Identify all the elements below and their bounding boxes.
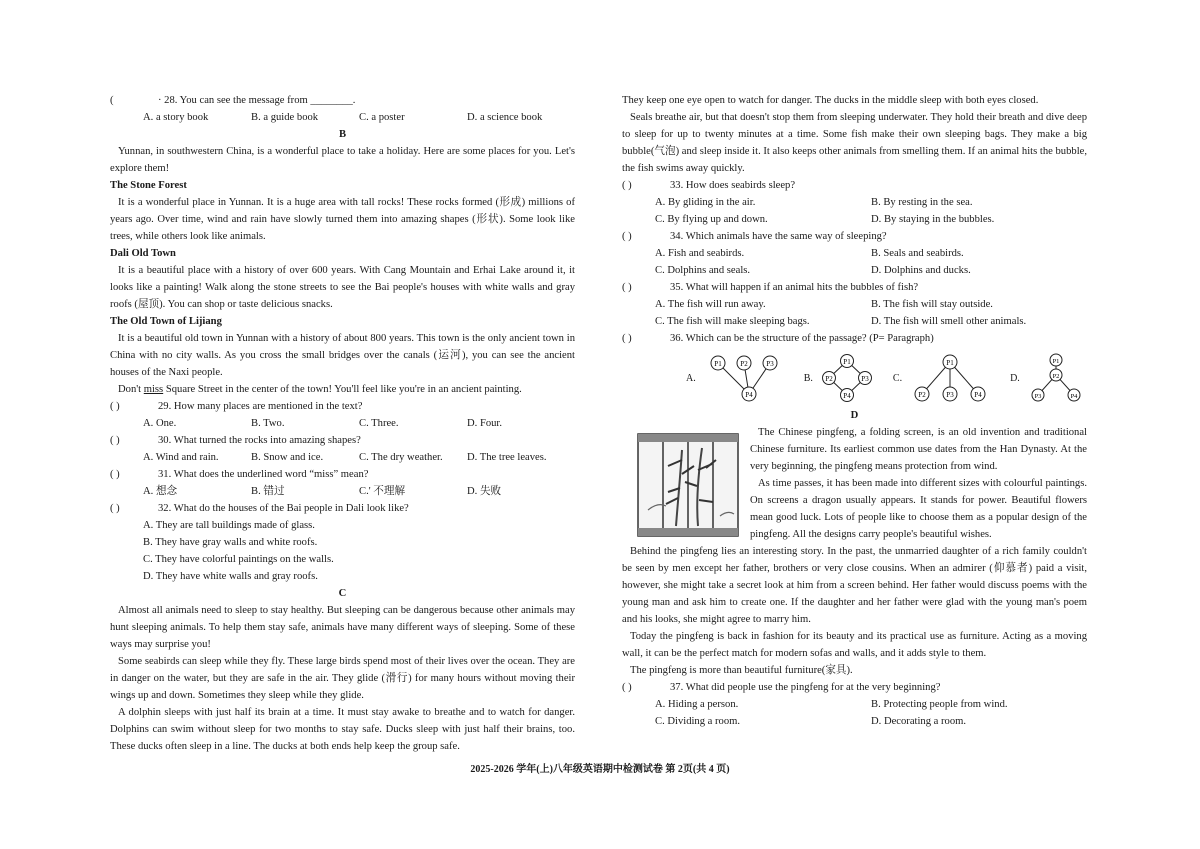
node-label: P2 (740, 360, 748, 368)
question-30 (110, 432, 575, 449)
option-d: D. Dolphins and ducks. (871, 265, 971, 276)
option-a: A. One. (143, 418, 177, 429)
node (822, 372, 835, 385)
node-label: P1 (946, 359, 954, 367)
passage-b-intro: Yunnan, in southwestern China, is a wonderful place to take a holiday. Here are some places for you. Let's explore them! (110, 146, 575, 174)
page-footer: 2025-2026 学年(上)八年级英语期中检测试卷 第 2页(共 4 页) (470, 764, 730, 775)
diagram-label: D. (1010, 372, 1020, 384)
option-d: D. Four. (467, 418, 503, 429)
options-29 (110, 415, 575, 432)
passage-c-p2: Some seabirds can sleep while they fly. These large birds spend most of their lives over the ocean. They are in danger on the water, but they are safe in the air. They glide (滑行) for many hours without moving their wings up and down. Sometimes they sleep while they glide. (110, 656, 575, 701)
question-stem: 31. What does the underlined word “miss” mean? (158, 469, 369, 480)
structure-diagrams (622, 353, 1087, 403)
option-a: A. 想念 (143, 486, 178, 497)
options-35 (622, 296, 1087, 330)
text-run: Don't (118, 384, 144, 395)
question-stem: 36. Which can be the structure of the passage? (P= Paragraph) (670, 333, 934, 344)
option-c: C. Three. (359, 418, 399, 429)
option-b: B. a guide book (251, 112, 319, 123)
node (840, 389, 853, 402)
question-stem: 37. What did people use the pingfeng for at the very beginning? (670, 682, 941, 693)
passage-d-p1: The Chinese pingfeng, a folding screen, is an old invention and traditional Chinese furniture. Its earliest common use dates from the Han Dynasty. At the very beginning, the pingfeng means protection from wind. (750, 427, 1087, 472)
option-b: B. Snow and ice. (251, 452, 324, 463)
question-33 (622, 177, 1087, 194)
options-31 (110, 483, 575, 500)
underlined-word: miss (143, 384, 164, 395)
option-d: D. a science book (467, 112, 543, 123)
passage-b-p3: It is a beautiful old town in Yunnan with a history of about 800 years. This town is the only ancient town in China with no city walls. As you cross the small bridges over the canals (运河), you can see the ancient houses of the Naxi people. (110, 333, 575, 378)
option-b: B. Seals and seabirds. (871, 248, 964, 259)
passage-c-p3: A dolphin sleeps with just half its brain at a time. It must stay awake to breathe and to watch for danger. Dolphins can swim without sleep for two months to stay safe. Ducks sleep with just half their brains, too. These ducks often sleep in a line. The ducks at both ends help keep the group safe. (110, 707, 575, 752)
node-label: P2 (1052, 373, 1060, 380)
node-label: P3 (861, 375, 869, 383)
passage-d-p4: Today the pingfeng is back in fashion for its beauty and its practical use as furniture. Acting as a moving wall, it can be the perfect match for modern sofas and walls, and it adds style to them. (622, 631, 1087, 659)
option-c: C. a poster (359, 112, 405, 123)
diagram-c-graphic (908, 354, 992, 402)
node (1050, 369, 1062, 381)
node-label: P3 (946, 391, 954, 399)
option-d: D. 失败 (467, 486, 502, 497)
question-stem: 34. Which animals have the same way of sleeping? (670, 231, 887, 242)
question-stem: 29. How many places are mentioned in the text? (158, 401, 363, 412)
passage-d-p5: The pingfeng is more than beautiful furniture(家具). (630, 665, 853, 676)
question-37 (622, 679, 1087, 696)
answer-bracket[interactable]: ( ) (622, 333, 632, 344)
heading-stone-forest: The Stone Forest (110, 180, 187, 191)
option-c: C. By flying up and down. (655, 214, 768, 225)
option-c: C.' 不理解 (359, 486, 406, 497)
option-b: B. 错过 (251, 486, 285, 497)
option-a: A. Fish and seabirds. (655, 248, 745, 259)
answer-bracket[interactable]: ( ) (110, 401, 120, 412)
option-d: D. The fish will smell other animals. (871, 316, 1027, 327)
answer-bracket[interactable]: ( (110, 95, 114, 106)
node (1050, 354, 1062, 366)
option-a: A. They are tall buildings made of glass. (143, 520, 315, 531)
options-33 (622, 194, 1087, 228)
diagram-option-b (804, 354, 875, 402)
option-a: A. The fish will run away. (655, 299, 766, 310)
options-37 (622, 696, 1087, 730)
option-b: B. They have gray walls and white roofs. (143, 537, 318, 548)
passage-c-continued-2: Seals breathe air, but that doesn't stop them from sleeping underwater. They hold their breath and dive deep to sleep for up to twenty minutes at a time. Some fish make their own sleeping bags. They make a big bubble(气泡) and sleep inside it. It also keeps other animals from smelling them. If an animal hits the bubble, the fish swims away quickly. (622, 112, 1087, 174)
option-a: A. By gliding in the air. (655, 197, 756, 208)
passage-b-p1: It is a wonderful place in Yunnan. It is a huge area with tall rocks! These rocks formed (形成) millions of years ago. Over time, wind and rain have slowly turned them into amazing shapes (形状). Some look like trees, while others look like animals. (110, 197, 575, 242)
option-d: D. Decorating a room. (871, 716, 967, 727)
question-29 (110, 398, 575, 415)
option-b: B. By resting in the sea. (871, 197, 973, 208)
node (742, 387, 756, 401)
diagram-option-d (1010, 353, 1086, 403)
node-label: P4 (974, 391, 982, 399)
node-label: P3 (1034, 393, 1042, 400)
section-label-d: D (850, 410, 859, 421)
node-label: P4 (745, 391, 753, 399)
options-34 (622, 245, 1087, 279)
option-c: C. The dry weather. (359, 452, 443, 463)
answer-bracket[interactable]: ( ) (110, 469, 120, 480)
node (943, 355, 957, 369)
option-a: A. Wind and rain. (143, 452, 219, 463)
question-stem: · 28. You can see the message from ________. (158, 95, 356, 106)
answer-bracket[interactable]: ( ) (110, 503, 120, 514)
node (840, 355, 853, 368)
folding-screen-image (636, 430, 740, 540)
heading-lijiang: The Old Town of Lijiang (110, 316, 222, 327)
node-label: P2 (825, 375, 833, 383)
question-stem: 32. What do the houses of the Bai people in Dali look like? (158, 503, 409, 514)
question-32 (110, 500, 575, 517)
answer-bracket[interactable]: ( ) (622, 231, 632, 242)
option-a: A. a story book (143, 112, 209, 123)
section-label-c: C (338, 588, 347, 599)
diagram-a-graphic (702, 354, 786, 402)
option-d: D. They have white walls and gray roofs. (143, 571, 318, 582)
option-b: B. The fish will stay outside. (871, 299, 993, 310)
question-stem: 35. What will happen if an animal hits the bubbles of fish? (670, 282, 919, 293)
section-label-b: B (338, 129, 347, 140)
node (971, 387, 985, 401)
passage-c-p1: Almost all animals need to sleep to stay healthy. But sleeping can be dangerous because other animals may hunt sleeping animals. To help them stay safe, animals have many different ways of sleeping. Some of these ways may surprise you! (110, 605, 575, 650)
text-run: Square Street in the center of the town! You'll feel like you're in an ancient painting. (163, 384, 522, 395)
question-36 (622, 330, 1087, 347)
answer-bracket[interactable]: ( ) (622, 180, 632, 191)
node-label: P3 (766, 360, 774, 368)
node-label: P2 (918, 391, 926, 399)
node-label: P4 (1070, 393, 1078, 400)
option-a: A. Hiding a person. (655, 699, 739, 710)
answer-bracket[interactable]: ( ) (622, 282, 632, 293)
answer-bracket[interactable]: ( ) (110, 435, 120, 446)
passage-b-p4 (110, 381, 575, 398)
passage-d-p3: Behind the pingfeng lies an interesting story. In the past, the unmarried daughter of a rich family couldn't be seen by men except her father, brothers or very close cousins. When an admirer (仰慕者) paid a visit, however, she might take a secret look at him from a screen behind. Her father would discuss poems with the young man and ask him to create one. If the daughter and her father were glad with the young man's poem and his looks, she might agree to marry him. (622, 546, 1087, 625)
option-b: B. Protecting people from wind. (871, 699, 1008, 710)
answer-bracket[interactable]: ( ) (622, 682, 632, 693)
node (1032, 389, 1044, 401)
node-label: P1 (714, 360, 722, 368)
option-b: B. Two. (251, 418, 285, 429)
question-stem: 30. What turned the rocks into amazing shapes? (158, 435, 361, 446)
options-32 (110, 517, 575, 585)
diagram-option-a (686, 354, 786, 402)
node (858, 372, 871, 385)
diagram-d-graphic (1026, 353, 1086, 403)
passage-b-p2: It is a beautiful place with a history of over 600 years. With Cang Mountain and Erhai Lake around it, it looks like a painting! Walk along the stone streets to see the Bai people's houses with white walls and gray roofs (屋顶). You can shop or taste delicious snacks. (110, 265, 575, 310)
node (737, 356, 751, 370)
node (763, 356, 777, 370)
node (943, 387, 957, 401)
question-stem: 33. How does seabirds sleep? (670, 180, 796, 191)
option-c: C. Dividing a room. (655, 716, 741, 727)
options-30 (110, 449, 575, 466)
question-28 (110, 92, 575, 109)
node-label: P4 (843, 392, 851, 400)
diagram-option-c (893, 354, 992, 402)
option-d: D. The tree leaves. (467, 452, 547, 463)
passage-d-p2: As time passes, it has been made into different sizes with colourful paintings. On screens a dragon usually appears. It stands for power. Beautiful flowers mean good luck. Lots of people like to choose them as a popular design of the pingfeng. All the designs carry people's beautiful wishes. (750, 478, 1087, 540)
diagram-label: A. (686, 372, 696, 384)
option-d: D. By staying in the bubbles. (871, 214, 995, 225)
node (711, 356, 725, 370)
node-label: P1 (1052, 358, 1060, 365)
options-28 (110, 109, 575, 126)
heading-dali: Dali Old Town (110, 248, 176, 259)
option-c: C. They have colorful paintings on the walls. (143, 554, 334, 565)
diagram-label: B. (803, 372, 813, 384)
left-column (110, 92, 575, 755)
question-31 (110, 466, 575, 483)
option-c: C. Dolphins and seals. (655, 265, 751, 276)
node-label: P1 (843, 358, 851, 366)
question-35 (622, 279, 1087, 296)
option-c: C. The fish will make sleeping bags. (655, 316, 810, 327)
diagram-label: C. (892, 372, 903, 384)
right-column (622, 92, 1087, 730)
node (1068, 389, 1080, 401)
question-34 (622, 228, 1087, 245)
node (915, 387, 929, 401)
passage-c-continued-1: They keep one eye open to watch for danger. The ducks in the middle sleep with both eyes closed. (622, 95, 1039, 106)
diagram-b-graphic (819, 354, 875, 402)
